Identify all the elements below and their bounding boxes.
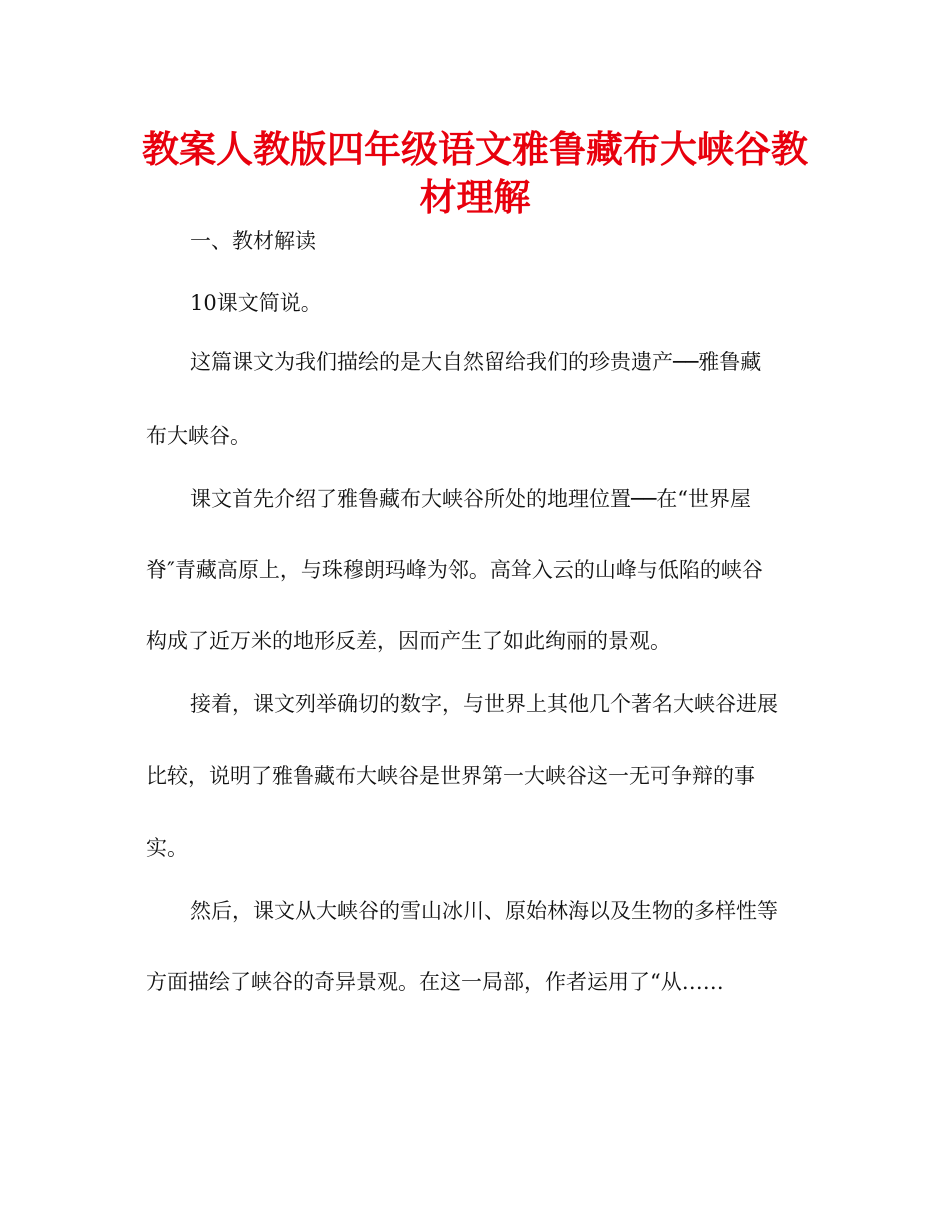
paragraph-2-line-3: 构成了近万米的地形反差，因而产生了如此绚丽的景观。	[146, 629, 671, 653]
subsection-heading: 10课文简说。	[190, 291, 322, 315]
paragraph-2-line-1: 课文首先介绍了雅鲁藏布大峡谷所处的地理位置──在“世界屋	[190, 487, 752, 511]
document-title-line-1: 教案人教版四年级语文雅鲁藏布大峡谷教	[142, 128, 808, 171]
paragraph-1-line-1: 这篇课文为我们描绘的是大自然留给我们的珍贵遗产──雅鲁藏	[190, 350, 762, 374]
paragraph-3-line-2: 比较，说明了雅鲁藏布大峡谷是世界第一大峡谷这一无可争辩的事	[146, 764, 755, 788]
paragraph-1-line-2: 布大峡谷。	[146, 424, 251, 448]
paragraph-3-line-3: 实。	[146, 836, 188, 860]
paragraph-3-line-1: 接着，课文列举确切的数字，与世界上其他几个著名大峡谷进展	[190, 692, 778, 716]
document-title-line-2: 材理解	[419, 176, 531, 219]
section-heading: 一、教材解读	[190, 229, 316, 253]
paragraph-2-line-2: 脊″青藏高原上，与珠穆朗玛峰为邻。高耸入云的山峰与低陷的峡谷	[146, 558, 763, 582]
paragraph-4-line-2: 方面描绘了峡谷的奇异景观。在这一局部，作者运用了“从……	[146, 970, 724, 994]
paragraph-4-line-1: 然后，课文从大峡谷的雪山冰川、原始林海以及生物的多样性等	[190, 899, 778, 923]
